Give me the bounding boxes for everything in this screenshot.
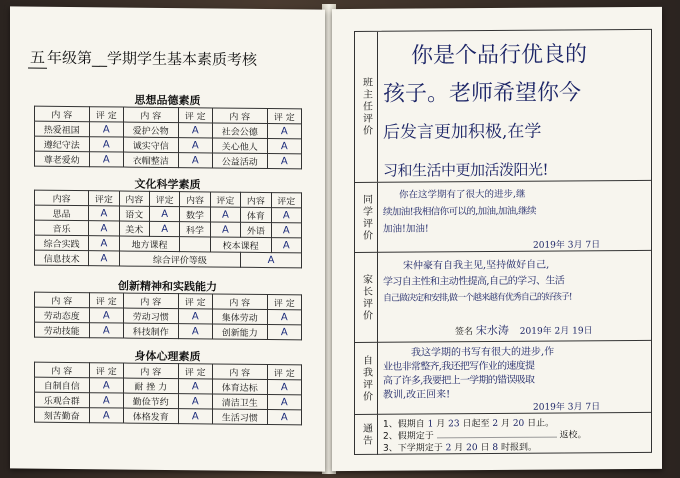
notice-text: 月 [454, 443, 464, 454]
grade-cell: A [210, 222, 240, 237]
parent-evaluation [355, 250, 651, 343]
header-cell: 内 容 [212, 364, 267, 380]
peer-comment [383, 185, 647, 238]
notice-text: 月 [500, 418, 510, 429]
grade-cell: A [89, 323, 123, 338]
item-cell: 音乐 [35, 220, 89, 236]
item-cell: 信息技术 [35, 250, 89, 266]
grade-cell: A [271, 223, 301, 238]
header-cell: 内 容 [123, 363, 178, 379]
item-cell: 美术 [119, 221, 149, 236]
item-cell: 语文 [119, 206, 149, 221]
self-label: 自我评价 [360, 354, 372, 403]
grade-cell: A [267, 395, 301, 410]
header-cell: 评定 [210, 192, 240, 207]
notice-text: 日止。 [527, 418, 555, 429]
item-cell: 刻苦勤奋 [35, 407, 90, 423]
item-cell: 集体劳动 [212, 309, 267, 325]
header-cell: 评 定 [89, 293, 123, 308]
notice-text: 3、下学期定于 [383, 443, 443, 454]
notice-text: 返校。 [559, 430, 587, 441]
notice-label-cell [355, 415, 378, 455]
item-cell: 热爱祖国 [35, 121, 90, 137]
title-text: 年级第__学期学生基本素质考核 [47, 48, 258, 69]
grade-cell: A [210, 207, 240, 222]
item-cell: 清洁卫生 [212, 394, 267, 410]
header-cell: 评定 [271, 193, 301, 208]
teacher-comment [383, 36, 647, 190]
grade-cell: A [149, 221, 179, 236]
grade-cell: A [267, 325, 301, 340]
page-title [28, 47, 318, 72]
grade-cell: A [178, 153, 212, 168]
innovation-heading: 创新精神和实践能力 [118, 279, 217, 294]
item-cell: 自制自信 [35, 377, 90, 393]
item-cell: 思品 [35, 205, 89, 221]
item-cell: 勤俭节约 [123, 393, 178, 409]
comment-line: 学习自主性和主动性提高,自己的学习、生活 [383, 275, 565, 288]
parent-label: 家长评价 [360, 273, 372, 322]
grade-cell: A [89, 308, 123, 323]
notice-value: 2 [445, 443, 452, 454]
culture-heading: 文化科学素质 [134, 177, 201, 192]
item-cell: 校本课程 [210, 237, 271, 253]
item-cell: 科技制作 [123, 323, 178, 339]
grade-cell: A [178, 394, 212, 409]
grade-value: 五 [28, 47, 47, 69]
notice-value: 2 [492, 418, 499, 430]
self-date: 2019年 3月 7日 [533, 402, 601, 413]
item-cell: 乐观合群 [35, 392, 90, 408]
header-cell: 内 容 [35, 292, 90, 308]
item-cell: 衣帽整洁 [123, 152, 178, 168]
notice-section [355, 412, 651, 455]
grade-cell: A [178, 379, 212, 394]
comment-line: 自己做决定和安排,做一个越来越有优秀自己的好孩子! [383, 292, 572, 304]
item-cell: 外语 [241, 222, 271, 237]
parent-date: 2019年 2月 19日 [519, 326, 593, 337]
teacher-label: 班主任评价 [360, 76, 372, 137]
grade-cell: A [178, 324, 212, 339]
comment-line: 习和生活中更加活泼阳光! [383, 160, 549, 180]
notice-line-3 [383, 440, 537, 454]
table-row [35, 407, 302, 425]
notice-text: 时报到。 [500, 442, 537, 453]
grade-cell: A [89, 236, 119, 251]
header-cell: 评 定 [89, 363, 123, 378]
header-cell: 评定 [149, 191, 179, 206]
item-cell: 体格发育 [123, 408, 178, 424]
moral-table [34, 106, 302, 170]
grade-cell: A [89, 221, 119, 236]
parent-comment [383, 257, 647, 307]
notice-text: 1、假期自 [383, 419, 425, 430]
peer-label: 同学评价 [360, 193, 372, 242]
item-cell: 尊老爱幼 [35, 151, 90, 167]
item-cell: 地方课程 [119, 236, 180, 252]
peer-label-cell [355, 183, 378, 253]
header-cell: 评 定 [178, 294, 212, 309]
item-cell: 公益活动 [212, 153, 267, 169]
grade-cell: A [89, 393, 123, 408]
notice-value: 20 [512, 418, 525, 429]
comment-line: 高了许多,我要把上一学期的错误吸取 [383, 374, 535, 387]
grade-cell: A [149, 206, 179, 221]
grade-cell: A [89, 206, 119, 221]
comment-line: 后发言更加积极,在学 [383, 121, 542, 143]
header-cell: 评 定 [267, 295, 301, 310]
grade-cell: A [267, 380, 301, 395]
item-cell: 生活习惯 [212, 409, 267, 425]
signature-row [455, 321, 593, 338]
header-cell: 评定 [89, 191, 119, 206]
header-cell: 评 定 [267, 365, 301, 380]
moral-heading: 思想品德素质 [134, 93, 201, 108]
grade-cell: A [267, 410, 301, 425]
grade-cell: A [267, 139, 301, 154]
teacher-label-cell [355, 32, 378, 182]
item-cell: 体育达标 [212, 379, 267, 395]
item-cell: 劳动态度 [35, 307, 90, 323]
grade-cell: A [178, 123, 212, 138]
teacher-evaluation [355, 30, 651, 182]
comment-line: 孩子。老师希望你今 [383, 80, 582, 107]
header-cell: 内 容 [212, 294, 267, 310]
notice-value: 20 [466, 443, 478, 454]
header-cell: 内 容 [123, 293, 178, 309]
notice-text: 日 [480, 443, 490, 454]
comment-line: 业也非常整齐,我还把写作业的速度提 [383, 360, 535, 373]
comment-line: 教训,改正回来! [383, 389, 451, 401]
header-cell: 内容 [35, 190, 89, 206]
item-cell: 综合实践 [35, 235, 89, 251]
item-cell: 关心他人 [212, 138, 267, 154]
comment-line: 我这学期的书写有很大的进步,作 [411, 346, 555, 359]
item-cell: 遵纪守法 [35, 136, 90, 152]
grade-cell: A [267, 310, 301, 325]
item-cell: 综合评价等级 [119, 251, 241, 267]
item-cell: 爱护公物 [123, 122, 178, 138]
grade-cell: A [89, 408, 123, 423]
table-row [35, 250, 302, 268]
item-cell: 科学 [180, 222, 210, 237]
table-row [35, 322, 302, 340]
grade-cell [180, 237, 210, 252]
grade-cell: A [89, 122, 123, 137]
right-page [332, 7, 662, 471]
blank-line [437, 437, 557, 439]
item-cell: 数学 [180, 207, 210, 222]
grade-cell: A [241, 252, 302, 268]
evaluation-table [354, 29, 652, 455]
grade-cell: A [267, 124, 301, 139]
header-cell: 内 容 [212, 108, 267, 124]
comment-line: 你是个品行优良的 [411, 42, 588, 69]
health-heading: 身体心理素质 [134, 349, 201, 364]
self-comment [383, 345, 647, 403]
comment-line: 续加油!我相信你可以的,加油,加油,继续 [383, 205, 536, 218]
health-table [34, 362, 302, 426]
self-label-cell [355, 343, 378, 415]
grade-cell: A [89, 137, 123, 152]
notice-value: 23 [448, 419, 460, 430]
item-cell: 耐 挫 力 [123, 378, 178, 394]
notice-text: 2、假期定于 [383, 431, 434, 442]
comment-line: 加油!加油! [383, 223, 429, 235]
signature-label: 签名 [455, 327, 474, 338]
notice-value: 1 [427, 419, 434, 430]
header-cell: 内 容 [123, 107, 178, 123]
table-row [35, 151, 302, 169]
self-evaluation [355, 340, 651, 415]
parent-label-cell [355, 253, 378, 343]
notice-text: 月 [436, 419, 446, 430]
header-cell: 评 定 [89, 107, 123, 122]
peer-evaluation [355, 180, 651, 253]
header-cell: 内 容 [35, 106, 90, 122]
grade-cell: A [89, 152, 123, 167]
comment-line: 宋仲豪有自我主见,坚持做好自己, [403, 259, 550, 272]
left-page [10, 6, 325, 471]
item-cell: 诚实守信 [123, 137, 178, 153]
grade-cell: A [178, 309, 212, 324]
grade-cell: A [267, 154, 301, 169]
parent-signature: 宋水涛 [475, 323, 509, 338]
peer-date: 2019年 3月 7日 [533, 240, 601, 251]
header-cell: 评 定 [267, 109, 301, 124]
item-cell: 劳动习惯 [123, 308, 178, 324]
grade-cell: A [271, 238, 301, 253]
innovation-table [34, 292, 302, 341]
header-cell: 内容 [241, 192, 271, 207]
grade-cell: A [89, 378, 123, 393]
grade-cell: A [178, 409, 212, 424]
item-cell: 体育 [241, 207, 271, 222]
notice-value: 8 [492, 442, 499, 454]
header-cell: 内容 [180, 192, 210, 207]
item-cell: 劳动技能 [35, 322, 90, 338]
header-cell: 内 容 [35, 362, 90, 378]
grade-cell: A [89, 251, 119, 266]
grade-cell: A [271, 208, 301, 223]
notice-label: 通告 [360, 422, 372, 447]
header-cell: 评 定 [178, 364, 212, 379]
comment-line: 你在这学期有了很大的进步,继 [399, 188, 526, 201]
item-cell: 社会公德 [212, 123, 267, 139]
notice-text: 日起至 [462, 419, 490, 430]
item-cell: 创新能力 [212, 324, 267, 340]
culture-table [34, 190, 302, 269]
grade-cell: A [178, 138, 212, 153]
header-cell: 评 定 [178, 108, 212, 123]
header-cell: 内容 [119, 191, 149, 206]
